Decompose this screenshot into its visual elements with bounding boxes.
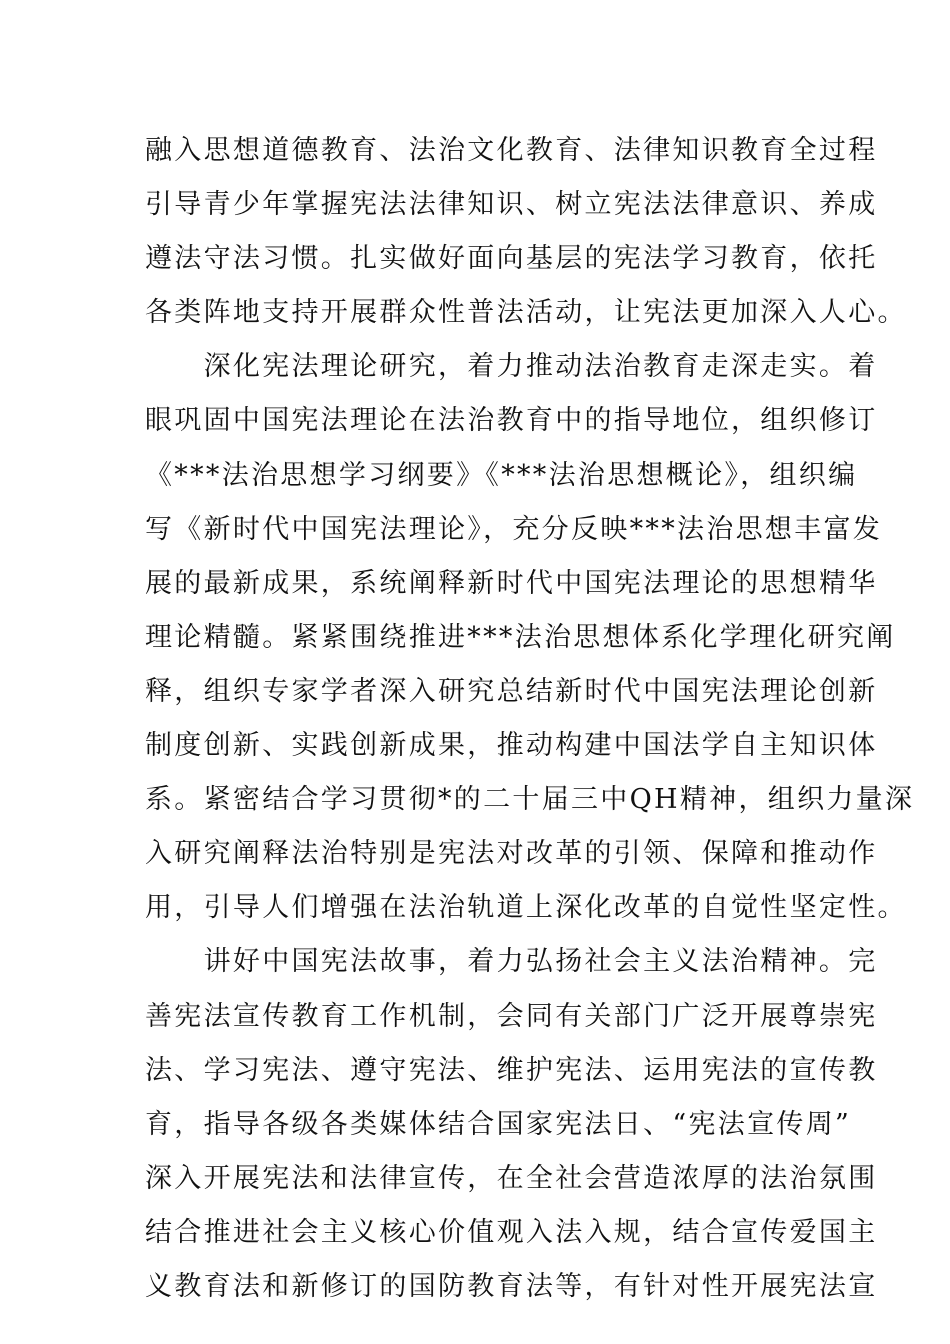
text-line: 展的最新成果，系统阐释新时代中国宪法理论的思想精华: [145, 567, 878, 599]
text-line: 用，引导人们增强在法治轨道上深化改革的自觉性坚定性。: [145, 892, 907, 924]
text-line: 法、学习宪法、遵守宪法、维护宪法、运用宪法的宣传教: [145, 1054, 878, 1086]
text-line: 入研究阐释法治特别是宪法对改革的引领、保障和推动作: [145, 838, 878, 870]
text-line: 写《新时代中国宪法理论》，充分反映***法治思想丰富发: [145, 513, 883, 545]
text-line: 释，组织专家学者深入研究总结新时代中国宪法理论创新: [145, 675, 878, 707]
text-line: 制度创新、实践创新成果，推动构建中国法学自主知识体: [145, 730, 878, 762]
text-line: 引导青少年掌握宪法法律知识、树立宪法法律意识、养成: [145, 189, 878, 221]
text-line: 讲好中国宪法故事，着力弘扬社会主义法治精神。完: [145, 946, 878, 978]
text-line: 结合推进社会主义核心价值观入法入规，结合宣传爱国主: [145, 1216, 878, 1248]
text-line: 深化宪法理论研究，着力推动法治教育走深走实。着: [145, 351, 878, 383]
text-line: 理论精髓。紧紧围绕推进***法治思想体系化学理化研究阐: [145, 621, 896, 653]
text-line: 育，指导各级各类媒体结合国家宪法日、“宪法宣传周”: [145, 1108, 852, 1140]
body-text: [145, 124, 915, 1314]
text-line: 融入思想道德教育、法治文化教育、法律知识教育全过程: [145, 135, 878, 166]
text-line: 深入开展宪法和法律宣传，在全社会营造浓厚的法治氛围: [145, 1162, 878, 1194]
text-line: 《***法治思想学习纲要》《***法治思想概论》，组织编: [145, 459, 858, 491]
text-line: 善宪法宣传教育工作机制，会同有关部门广泛开展尊崇宪: [145, 1000, 878, 1032]
text-line: 眼巩固中国宪法理论在法治教育中的指导地位，组织修订: [145, 405, 878, 437]
text-line: 遵法守法习惯。扎实做好面向基层的宪法学习教育，依托: [145, 243, 878, 275]
text-line: 系。紧密结合学习贯彻*的二十届三中QH精神，组织力量深: [145, 784, 915, 816]
text-line: 义教育法和新修订的国防教育法等，有针对性开展宪法宣: [145, 1270, 878, 1302]
text-line: 各类阵地支持开展群众性普法活动，让宪法更加深入人心。: [145, 297, 907, 329]
